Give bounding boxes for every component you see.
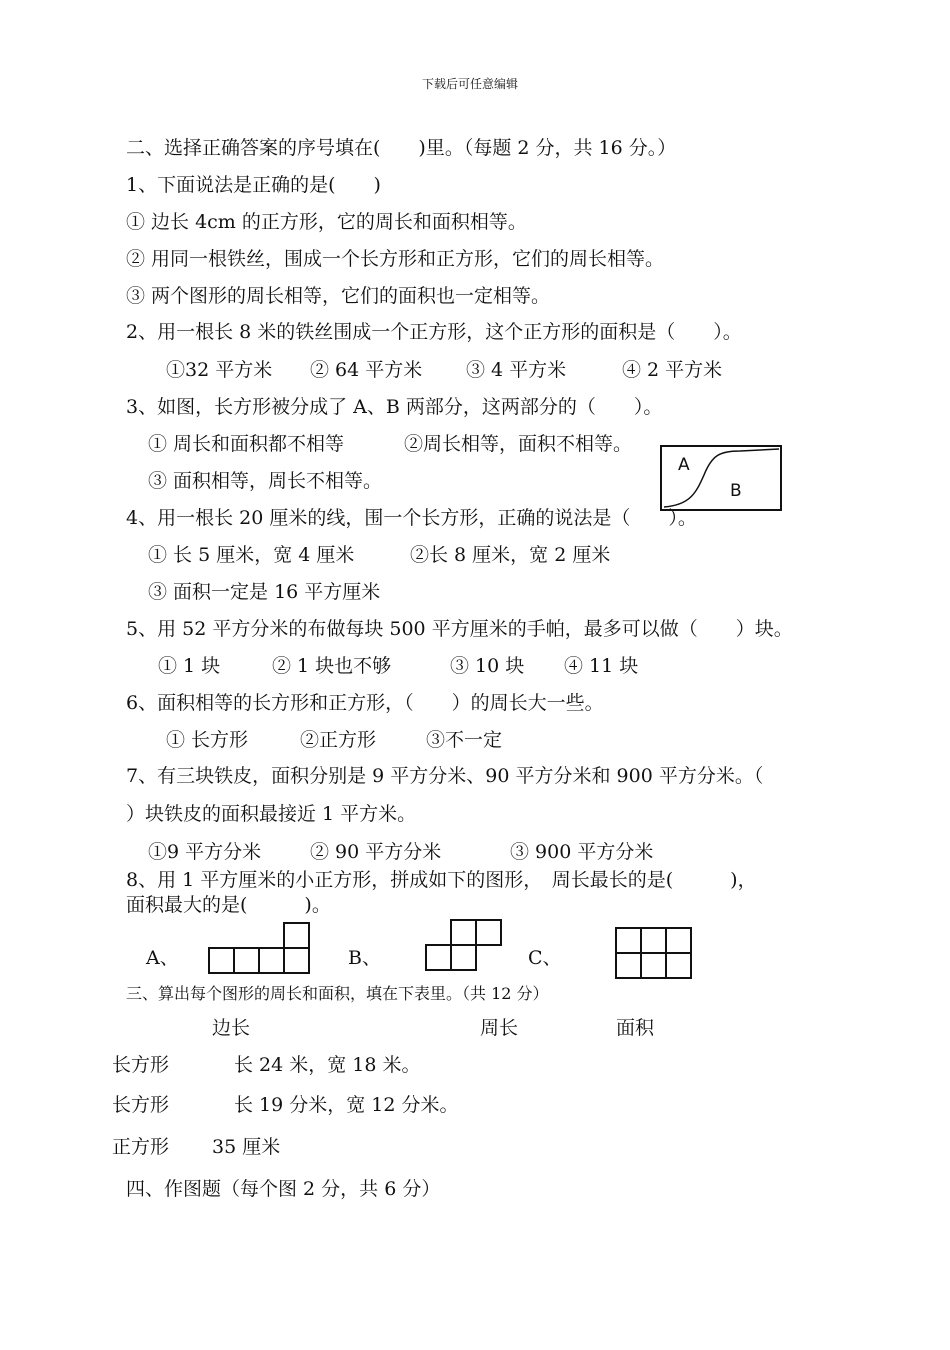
q5-option-1: ① 1 块 xyxy=(158,655,221,677)
q3-option-3: ③ 面积相等，周长不相等。 xyxy=(148,470,383,492)
q2-option-3: ③ 4 平方米 xyxy=(466,359,567,381)
page-header: 下载后可任意编辑 xyxy=(422,77,519,91)
q7-option-2: ② 90 平方分米 xyxy=(310,841,442,863)
section-3-title: 三、算出每个图形的周长和面积，填在下表里。（共 12 分） xyxy=(126,984,549,1003)
q7-option-3: ③ 900 平方分米 xyxy=(510,841,654,863)
q8-figure-b xyxy=(425,919,505,973)
table-header-perimeter: 周长 xyxy=(480,1017,519,1039)
q6-stem: 6、面积相等的长方形和正方形，（ ）的周长大一些。 xyxy=(126,692,604,714)
row-2-desc: 长 19 分米，宽 12 分米。 xyxy=(234,1094,459,1116)
q2-option-2: ② 64 平方米 xyxy=(310,359,423,381)
q7-stem-line-1: 7、有三块铁皮，面积分别是 9 平方分米、90 平方分米和 900 平方分米。（ xyxy=(126,765,764,787)
table-header-side: 边长 xyxy=(212,1017,251,1039)
q4-option-3: ③ 面积一定是 16 平方厘米 xyxy=(148,581,381,603)
q4-option-2: ②长 8 厘米，宽 2 厘米 xyxy=(410,544,611,566)
q2-stem: 2、用一根长 8 米的铁丝围成一个正方形，这个正方形的面积是（ ）。 xyxy=(126,321,742,343)
q8-stem-line-2: 面积最大的是( )。 xyxy=(126,894,331,916)
q3-stem: 3、如图，长方形被分成了 A、B 两部分，这两部分的（ ）。 xyxy=(126,396,663,418)
row-3-shape: 正方形 xyxy=(112,1136,170,1158)
row-2-shape: 长方形 xyxy=(112,1094,170,1116)
q3-figure-label-b: B xyxy=(730,481,742,501)
q5-stem: 5、用 52 平方分米的布做每块 500 平方厘米的手帕，最多可以做（ ）块。 xyxy=(126,618,793,640)
q8-label-a: A、 xyxy=(146,947,179,969)
q6-option-1: ① 长方形 xyxy=(166,729,249,751)
q2-option-4: ④ 2 平方米 xyxy=(622,359,723,381)
q4-stem: 4、用一根长 20 厘米的线，围一个长方形，正确的说法是（ ）。 xyxy=(126,507,697,529)
q8-figure-a xyxy=(208,922,312,976)
q8-figure-c xyxy=(615,927,695,981)
section-4-title: 四、作图题（每个图 2 分，共 6 分） xyxy=(126,1178,441,1200)
q3-option-1: ① 周长和面积都不相等 xyxy=(148,433,345,455)
q6-option-2: ②正方形 xyxy=(300,729,377,751)
table-header-area: 面积 xyxy=(616,1017,655,1039)
q8-label-c: C、 xyxy=(528,947,562,969)
q8-stem-line-1: 8、用 1 平方厘米的小正方形，拼成如下的图形， 周长最长的是( )， xyxy=(126,869,757,891)
row-1-shape: 长方形 xyxy=(112,1054,170,1076)
q8-label-b: B、 xyxy=(348,947,381,969)
q1-option-3: ③ 两个图形的周长相等，它们的面积也一定相等。 xyxy=(126,285,551,307)
q1-stem: 1、下面说法是正确的是( ) xyxy=(126,174,381,196)
q4-option-1: ① 长 5 厘米，宽 4 厘米 xyxy=(148,544,355,566)
q3-figure-label-a: A xyxy=(678,455,690,475)
row-3-desc: 35 厘米 xyxy=(212,1136,281,1158)
q7-option-1: ①9 平方分米 xyxy=(148,841,262,863)
q5-option-2: ② 1 块也不够 xyxy=(272,655,392,677)
q6-option-3: ③不一定 xyxy=(426,729,503,751)
q2-option-1: ①32 平方米 xyxy=(166,359,273,381)
q1-option-2: ② 用同一根铁丝，围成一个长方形和正方形，它们的周长相等。 xyxy=(126,248,665,270)
q3-option-2: ②周长相等，面积不相等。 xyxy=(404,433,633,455)
q5-option-4: ④ 11 块 xyxy=(564,655,639,677)
q7-stem-line-2: ）块铁皮的面积最接近 1 平方米。 xyxy=(126,803,417,825)
section-2-title: 二、选择正确答案的序号填在( )里。（每题 2 分，共 16 分。） xyxy=(126,137,677,159)
q1-option-1: ① 边长 4cm 的正方形，它的周长和面积相等。 xyxy=(126,211,527,233)
q5-option-3: ③ 10 块 xyxy=(450,655,525,677)
row-1-desc: 长 24 米，宽 18 米。 xyxy=(234,1054,421,1076)
